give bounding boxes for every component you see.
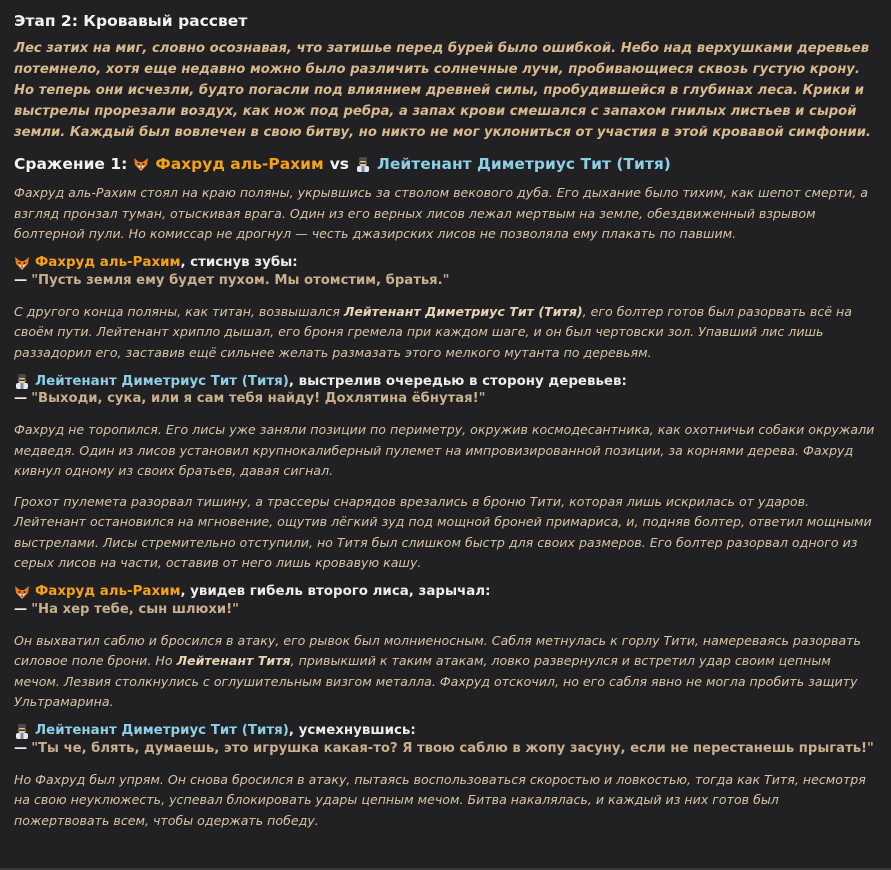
fighter2-name: Лейтенант Диметриус Тит (Титя)	[377, 155, 671, 173]
soldier-icon	[355, 156, 371, 172]
speaker-name: Фахруд аль-Рахим	[35, 255, 181, 270]
narration-paragraph	[14, 631, 877, 713]
fox-icon	[133, 156, 149, 172]
quote-dash: —	[14, 272, 28, 288]
stage-title: Этап 2: Кровавый рассвет	[14, 12, 248, 30]
battle-heading	[14, 155, 877, 173]
speaker-action: , усмехнувшись:	[288, 723, 416, 738]
narration-bold-name: Лейтенант Диметриус Тит (Титя)	[343, 303, 583, 319]
speaker-line	[14, 373, 877, 389]
dialogue-quote	[14, 273, 877, 288]
fighter1-name: Фахруд аль-Рахим	[155, 155, 324, 173]
speaker-action: , увидев гибель второго лиса, зарычал:	[180, 584, 491, 599]
narration-paragraph: Грохот пулемета разорвал тишину, а трассеры снарядов врезались в броню Тити, которая лишь искрилась от ударов. Лейтенант остановился на мгновение, ощутив лёгкий зуд под мощной броней примариса, и, подняв болтер, ответил мощными выстрелами. Лисы стремительно отступили, но Титя был слишком быстр для своих размеров. Его болтер разорвал одного из серых лисов на части, оставив от него лишь кровавую кашу.	[14, 493, 872, 570]
soldier-icon	[14, 723, 30, 739]
fox-icon	[14, 255, 30, 271]
narration-bold-name: Лейтенант Титя	[176, 653, 291, 668]
soldier-icon	[14, 373, 30, 389]
speaker-action: , стиснув зубы:	[180, 255, 298, 270]
narration-text: , его болтер готов был разорвать всё на своём пути. Лейтенант хрипло дышал, его броня гремела при каждом шаге, и он был чертовски зол. Упавший лис лишь раззадорил его, заставив ещё сильнее желать размазать этого мелкого мутанта по деревьям.	[14, 303, 852, 360]
narration-text: Он выхватил саблю и бросился в атаку, его рывок был молниеносным. Сабля метнулась к горлу Тити, намереваясь разорвать силовое поле брони. Но	[14, 632, 861, 668]
dialogue-quote	[14, 602, 877, 617]
quote-text: "Пусть земля ему будет пухом. Мы отомстим, братья."	[31, 272, 450, 288]
quote-text: "Выходи, сука, или я сам тебя найду! Дохлятина ёбнутая!"	[31, 391, 486, 406]
speaker-name: Лейтенант Диметриус Тит (Титя)	[35, 723, 289, 738]
intro-paragraph: Лес затих на миг, словно осознавая, что затишье перед бурей было ошибкой. Небо над верхушками деревьев потемнело, хотя еще недавно можно было различить солнечные лучи, пробивающиеся сквозь густую крону. Но теперь они исчезли, будто погасли под влиянием древней силы, пробудившейся в глубинах леса. Крики и выстрелы прорезали воздух, как нож под ребра, а запах крови смешался с запахом гнилых листьев и сырой земли. Каждый был вовлечен в свою битву, но никто не мог уклониться от участия в этой кровавой симфонии.	[14, 41, 871, 140]
narration-paragraph	[14, 302, 877, 364]
vs-label: vs	[329, 155, 350, 173]
dialogue-quote	[14, 391, 877, 406]
narration-paragraph: Фахруд аль-Рахим стоял на краю поляны, укрывшись за стволом векового дуба. Его дыхание было тихим, как шепот смерти, а взгляд пронзал туман, отыскивая врага. Один из его верных лисов лежал мертвым на земле, обездвиженный взрывом болтерной пули. Но комиссар не дрогнул — честь джазирских лисов не позволяла ему плакать по павшим.	[14, 185, 869, 241]
speaker-name: Лейтенант Диметриус Тит (Титя)	[35, 373, 289, 389]
narration-paragraph: Но Фахруд был упрям. Он снова бросился в атаку, пытаясь воспользоваться скоростью и ловкостью, тогда как Титя, несмотря на свою неуклюжесть, успевал блокировать удары цепным мечом. Битва накалялась, и каждый из них готов был пожертвовать всем, чтобы одержать победу.	[14, 771, 866, 828]
fox-icon	[14, 584, 30, 600]
speaker-line	[14, 723, 877, 739]
narration-text: С другого конца поляны, как титан, возвышался	[14, 303, 344, 319]
quote-dash: —	[14, 391, 28, 406]
speaker-action: , выстрелив очередью в сторону деревьев:	[288, 373, 627, 389]
quote-dash: —	[14, 601, 28, 617]
quote-dash: —	[14, 740, 28, 756]
speaker-line	[14, 255, 877, 271]
speaker-line	[14, 584, 877, 600]
quote-text: "На хер тебе, сын шлюхи!"	[31, 601, 239, 617]
narration-text: , привыкший к таким атакам, ловко развернулся и встретил удар своим цепным мечом. Лезвия столкнулись с оглушительным визгом металла. Фахруд отскочил, но его сабля явно не могла пробить защиту Ультрамарина.	[14, 653, 858, 709]
battle-prefix: Сражение 1:	[14, 155, 128, 173]
dialogue-quote	[14, 741, 877, 756]
quote-text: "Ты че, блять, думаешь, это игрушка какая-то? Я твою саблю в жопу засуну, если не перестанешь прыгать!"	[31, 740, 874, 756]
narration-paragraph: Фахруд не торопился. Его лисы уже заняли позиции по периметру, окружив космодесантника, как охотничьи собаки окружали медведя. Один из лисов установил крупнокалиберный пулемет на импровизированной позиции, за корнями дерева. Фахруд кивнул одному из своих братьев, давая сигнал.	[14, 422, 875, 478]
speaker-name: Фахруд аль-Рахим	[35, 584, 181, 599]
